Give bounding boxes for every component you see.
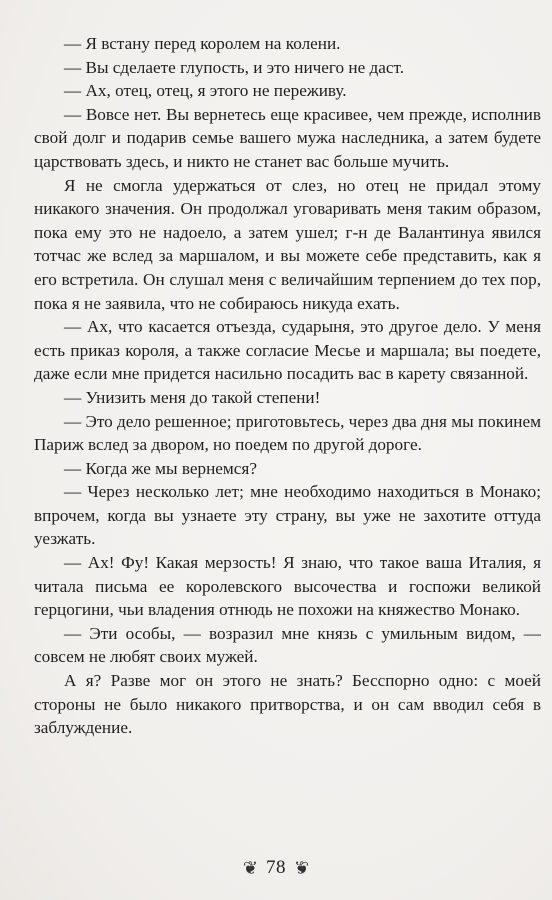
page-body-text [34,32,541,740]
paragraph-1: — Я встану перед королем на колени. [64,34,341,53]
paragraph-4: — Вовсе нет. Вы вернетесь еще красивее, чем прежде, исполнив свой долг и подарив семье вашего мужа наследника, а затем будете царствовать здесь, и никто не станет вас больше мучить. [34,104,541,171]
paragraph-5: Я не смогла удержаться от слез, но отец не придал этому никакого значения. Он продолжал уговаривать меня таким образом, пока ему это не надоело, а затем ушел; г-н де Валантинуа явился тотчас же вслед за маршалом, и вы можете себе представить, как я его встретила. Он слушал меня с величайшим терпением до тех пор, пока я не заявила, что не собираюсь никуда ехать. [34,175,541,313]
paragraph-2: — Вы сделаете глупость, и это ничего не даст. [64,57,405,77]
paragraph-7: — Унизить меня до такой степени! [64,387,321,407]
paragraph-11: — Ах! Фу! Какая мерзость! Я знаю, что такое ваша Италия, я читала письма ее королевского высочества и госпожи великой герцогини, чьи владения отнюдь не похожи на княжество Монако. [34,553,541,620]
paragraph-3: — Ах, отец, отец, я этого не переживу. [64,81,347,101]
paragraph-9: — Когда же мы вернемся? [64,458,257,478]
page-footer [0,853,552,883]
paragraph-8: — Это дело решенное; приготовьтесь, через два дня мы покинем Париж вслед за двором, но поедем по другой дороге. [34,411,541,455]
paragraph-6: — Ах, что касается отъезда, сударыня, это другое дело. У меня есть приказ короля, а также согласие Месье и маршала; вы поедете, даже если мне придется насильно посадить вас в карету связанной. [34,317,541,384]
right-ornament-icon: ❦ [294,858,310,878]
paragraph-10: — Через несколько лет; мне необходимо находиться в Монако; впрочем, когда вы узнаете эту страну, вы уже не захотите оттуда уезжать. [34,482,541,549]
page-number: 78 [266,857,286,878]
paragraph-13: А я? Разве мог он этого не знать? Бесспорно одно: с моей стороны не было никакого притворства, и он сам вводил себя в заблуждение. [34,671,541,738]
left-ornament-icon: ❦ [242,858,258,878]
paragraph-12: — Эти особы, — возразил мне князь с умильным видом, — совсем не любят своих мужей. [34,623,541,667]
